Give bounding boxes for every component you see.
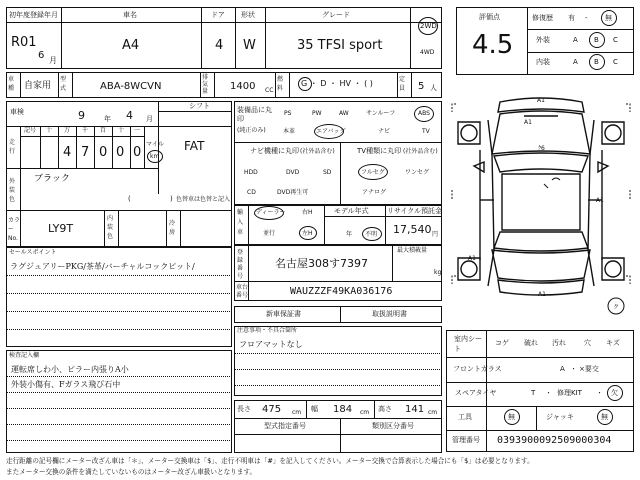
- import-parallel: 並行: [263, 230, 276, 237]
- mileage-mile: マイル: [146, 141, 164, 148]
- fuel-label: 燃料: [277, 76, 284, 92]
- inspection-year-unit: 年: [104, 115, 111, 123]
- color-value: ブラック: [34, 174, 70, 184]
- inspection-year: 9: [78, 109, 85, 122]
- interior-sheet-label: 室内シート: [454, 335, 482, 353]
- front-glass-label: フロントガラス: [453, 365, 502, 373]
- model-year-label: モデル年式: [334, 207, 369, 215]
- jack-label: ジャッキ: [546, 413, 574, 421]
- tv-label: TV種類に丸印: [357, 147, 402, 155]
- cc-unit: CC: [265, 87, 274, 94]
- color-no-label: カラーNo.: [8, 217, 21, 242]
- notes-value: フロアマットなし: [239, 340, 303, 349]
- exterior-b: B: [594, 36, 599, 44]
- eq-aw: AW: [339, 110, 349, 117]
- month-unit: 月: [49, 56, 57, 65]
- import-right: 右H: [302, 209, 313, 216]
- mileage-d2: 4: [63, 145, 72, 160]
- mileage-d3: 7: [81, 145, 90, 160]
- diagram-a1-bottom: A1: [538, 291, 546, 298]
- max-load-label: 最大積載量: [397, 247, 428, 254]
- front-glass-x: ×要交: [579, 365, 599, 373]
- inspector-line1: 運転席しわ小、ピラー内張りA小: [11, 365, 129, 374]
- diagram-ku6: ｸ6: [538, 145, 545, 152]
- spare-t: T: [531, 389, 536, 397]
- max-load-unit: kg: [434, 269, 442, 276]
- import-label: 輸入車: [237, 209, 244, 236]
- displacement-label: 排気量: [202, 74, 209, 95]
- inspection-month-unit: 月: [146, 115, 153, 123]
- grade-label: グレード: [322, 11, 350, 19]
- use-value: 自家用: [24, 81, 52, 91]
- category-label: 類別区分番号: [372, 422, 414, 430]
- repair-dash: -: [585, 14, 588, 22]
- diagram-a1-top: A1: [537, 97, 545, 104]
- car-name: A4: [122, 38, 140, 53]
- displacement-value: 1400: [230, 81, 256, 92]
- mileage-h6: 一: [134, 127, 141, 134]
- interior-color-label: 内装色: [107, 215, 114, 240]
- spare-tire-label: スペアタイヤ: [455, 389, 497, 397]
- spare-missing: 欠: [611, 389, 618, 397]
- model-value: ABA-8WCVN: [100, 81, 162, 92]
- sheet-yogore: 汚れ: [552, 339, 566, 347]
- color-paren-close: ): [170, 195, 173, 203]
- inspector-line2: 外装小傷有、Fガラス飛び石中: [11, 380, 121, 389]
- shift-value: FAT: [184, 139, 205, 153]
- sales-point-value: ラグジュアリーPKG/茶革/バーチャルコックピット/: [10, 262, 195, 271]
- footer-line1: 走行距離の記号欄にメーター改ざん車は「＊」、メーター交換車は「$」、走行不明車は「#」を記入してください。メーター交換で合算表示した場合にも「$」は必要となります。: [6, 457, 534, 465]
- management-label: 管理番号: [452, 436, 480, 444]
- grade: 35 TFSI sport: [297, 38, 383, 53]
- spare-dot2: ・: [596, 389, 603, 397]
- height-value: 141: [405, 404, 425, 415]
- designation-label: 型式指定番号: [264, 422, 306, 430]
- interior-b: B: [594, 58, 599, 66]
- refrig-label: 冷房: [169, 220, 176, 236]
- import-dealer: ディーラー: [256, 209, 286, 216]
- spare-dot1: ・: [545, 389, 552, 397]
- eq-tv: TV: [422, 128, 430, 135]
- sheet-koge: コゲ: [495, 339, 509, 347]
- tv-sub: (社外品含む): [403, 148, 438, 155]
- color-note: 色替車は色替と記入: [176, 196, 231, 203]
- use-label: 車種: [8, 76, 15, 92]
- doors: 4: [215, 38, 224, 53]
- eq-ps: PS: [284, 110, 292, 117]
- height-label: 高さ: [378, 405, 392, 413]
- mileage-d6: 0: [133, 145, 142, 160]
- capacity-label: 定員: [399, 76, 406, 92]
- chassis-label: 車台番号: [236, 284, 249, 299]
- mileage-h0: 記号: [24, 127, 37, 134]
- first-reg-year: R01: [11, 35, 37, 50]
- chassis-value: WAUZZZF49KA036176: [290, 286, 393, 297]
- doors-label: ドア: [211, 11, 225, 19]
- inspector-label: 検査記入欄: [9, 352, 40, 359]
- color-label: 外装色: [9, 178, 16, 203]
- footer-line2: またメーター交換の条件を満たしていないものはメーター改ざん車扱いとなります。: [6, 468, 257, 476]
- width-label: 幅: [311, 405, 318, 413]
- model-year-unknown: 不明: [365, 231, 378, 238]
- front-glass-a: A: [560, 365, 565, 373]
- registration-label: 登録番号: [237, 249, 244, 280]
- length-label: 長さ: [237, 405, 251, 413]
- mileage-h3: 千: [82, 127, 89, 134]
- mileage-h4: 百: [100, 127, 107, 134]
- shape: W: [243, 38, 256, 53]
- management-value: 0393900092509000304: [497, 435, 612, 446]
- equipment-label: 装備品に丸印: [237, 106, 272, 123]
- equipment-sublabel: (純正のみ): [237, 127, 266, 134]
- eq-pw: PW: [312, 110, 322, 117]
- recycle-label: リサイクル預託金: [387, 207, 443, 215]
- exterior-a: A: [573, 36, 578, 44]
- navi-hdd: HDD: [244, 169, 258, 176]
- navi-cd: CD: [247, 189, 256, 196]
- first-reg-label: 初年度登録年月: [9, 11, 58, 19]
- eq-airbag: エアバッグ: [316, 128, 346, 135]
- sheet-yabure: 破れ: [524, 339, 538, 347]
- capacity-value: 5: [418, 81, 425, 92]
- tools-label: 工具: [458, 413, 472, 421]
- diagram-a1-low: A1: [468, 255, 476, 262]
- spare-kit: 修理KIT: [557, 389, 582, 397]
- mileage-d5: 0: [116, 145, 125, 160]
- mileage-h2: 万: [64, 127, 71, 134]
- repair-label: 修復歴: [532, 14, 553, 22]
- exterior-label: 外装: [536, 36, 550, 44]
- shape-label: 形状: [241, 11, 255, 19]
- tv-fullseg: フルセグ: [361, 169, 385, 176]
- score-value: 4.5: [472, 30, 514, 60]
- eq-abs: ABS: [418, 110, 430, 117]
- jack-value: 無: [601, 413, 608, 421]
- new-warranty: 新車保証書: [266, 310, 301, 318]
- mileage-km: km: [150, 153, 160, 160]
- manual: 取扱説明書: [372, 310, 407, 318]
- recycle-unit: 円: [432, 231, 439, 238]
- capacity-unit: 人: [430, 84, 437, 92]
- diagram-a1-mid: A1: [524, 119, 532, 126]
- navi-label: ナビ機種に丸印: [250, 147, 299, 155]
- mileage-h5: 十: [118, 127, 125, 134]
- navi-dvd-play: DVD再生可: [277, 189, 309, 196]
- eq-sunroof: サンルーフ: [366, 110, 396, 117]
- interior-a: A: [573, 58, 578, 66]
- sheet-kizu: キズ: [606, 339, 620, 347]
- model-year-unit: 年: [346, 231, 353, 238]
- color-paren-open: (: [128, 195, 131, 203]
- front-glass-dot: ・: [570, 365, 577, 373]
- mileage-d4: 0: [99, 145, 108, 160]
- tv-analog: アナログ: [362, 189, 387, 196]
- inspection-month: 4: [126, 109, 133, 122]
- fuel-options: G ・ D ・ HV ・ ( ): [301, 79, 373, 88]
- model-label: 型式: [60, 76, 67, 92]
- length-unit: cm: [292, 409, 302, 416]
- eq-navi: ナビ: [378, 128, 391, 135]
- length-value: 475: [262, 404, 282, 415]
- repair-yes: 有: [568, 14, 575, 22]
- drive-4wd: 4WD: [420, 49, 435, 56]
- inspection-label: 車検: [10, 108, 24, 116]
- sales-point-label: セールスポイント: [9, 249, 57, 256]
- repair-no: 無: [605, 14, 612, 22]
- navi-dvd: DVD: [286, 169, 300, 176]
- tools-value: 無: [508, 413, 515, 421]
- tv-oneseg: ワンセグ: [405, 169, 430, 176]
- sheet-ana: 穴: [584, 339, 591, 347]
- width-value: 184: [333, 404, 353, 415]
- score-label: 評価点: [479, 13, 500, 21]
- height-unit: cm: [428, 409, 438, 416]
- interior-c: C: [613, 58, 618, 66]
- exterior-c: C: [613, 36, 618, 44]
- recycle-value: 17,540: [393, 223, 432, 236]
- width-unit: cm: [360, 409, 370, 416]
- eq-leather: 本革: [283, 128, 296, 135]
- car-diagram: [444, 80, 638, 328]
- notes-label: 注意事項・不具合箇所: [237, 327, 298, 334]
- import-left: 左H: [302, 230, 313, 237]
- interior-label: 内装: [536, 58, 550, 66]
- registration-value: 名古屋308す7397: [275, 257, 368, 270]
- first-reg-month: 6: [38, 50, 45, 61]
- color-no-value: LY9T: [48, 222, 74, 235]
- navi-sub: (社外品含む): [300, 148, 335, 155]
- drive-2wd: 2WD: [420, 22, 437, 30]
- navi-sd: SD: [323, 169, 332, 176]
- diagram-a1-side: A1: [596, 197, 604, 204]
- diagram-ku: ク: [613, 304, 620, 311]
- car-name-label: 車名: [123, 11, 137, 19]
- mileage-label: 走行: [9, 139, 16, 155]
- shift-label: シフト: [189, 102, 210, 110]
- mileage-h1: 十: [46, 127, 53, 134]
